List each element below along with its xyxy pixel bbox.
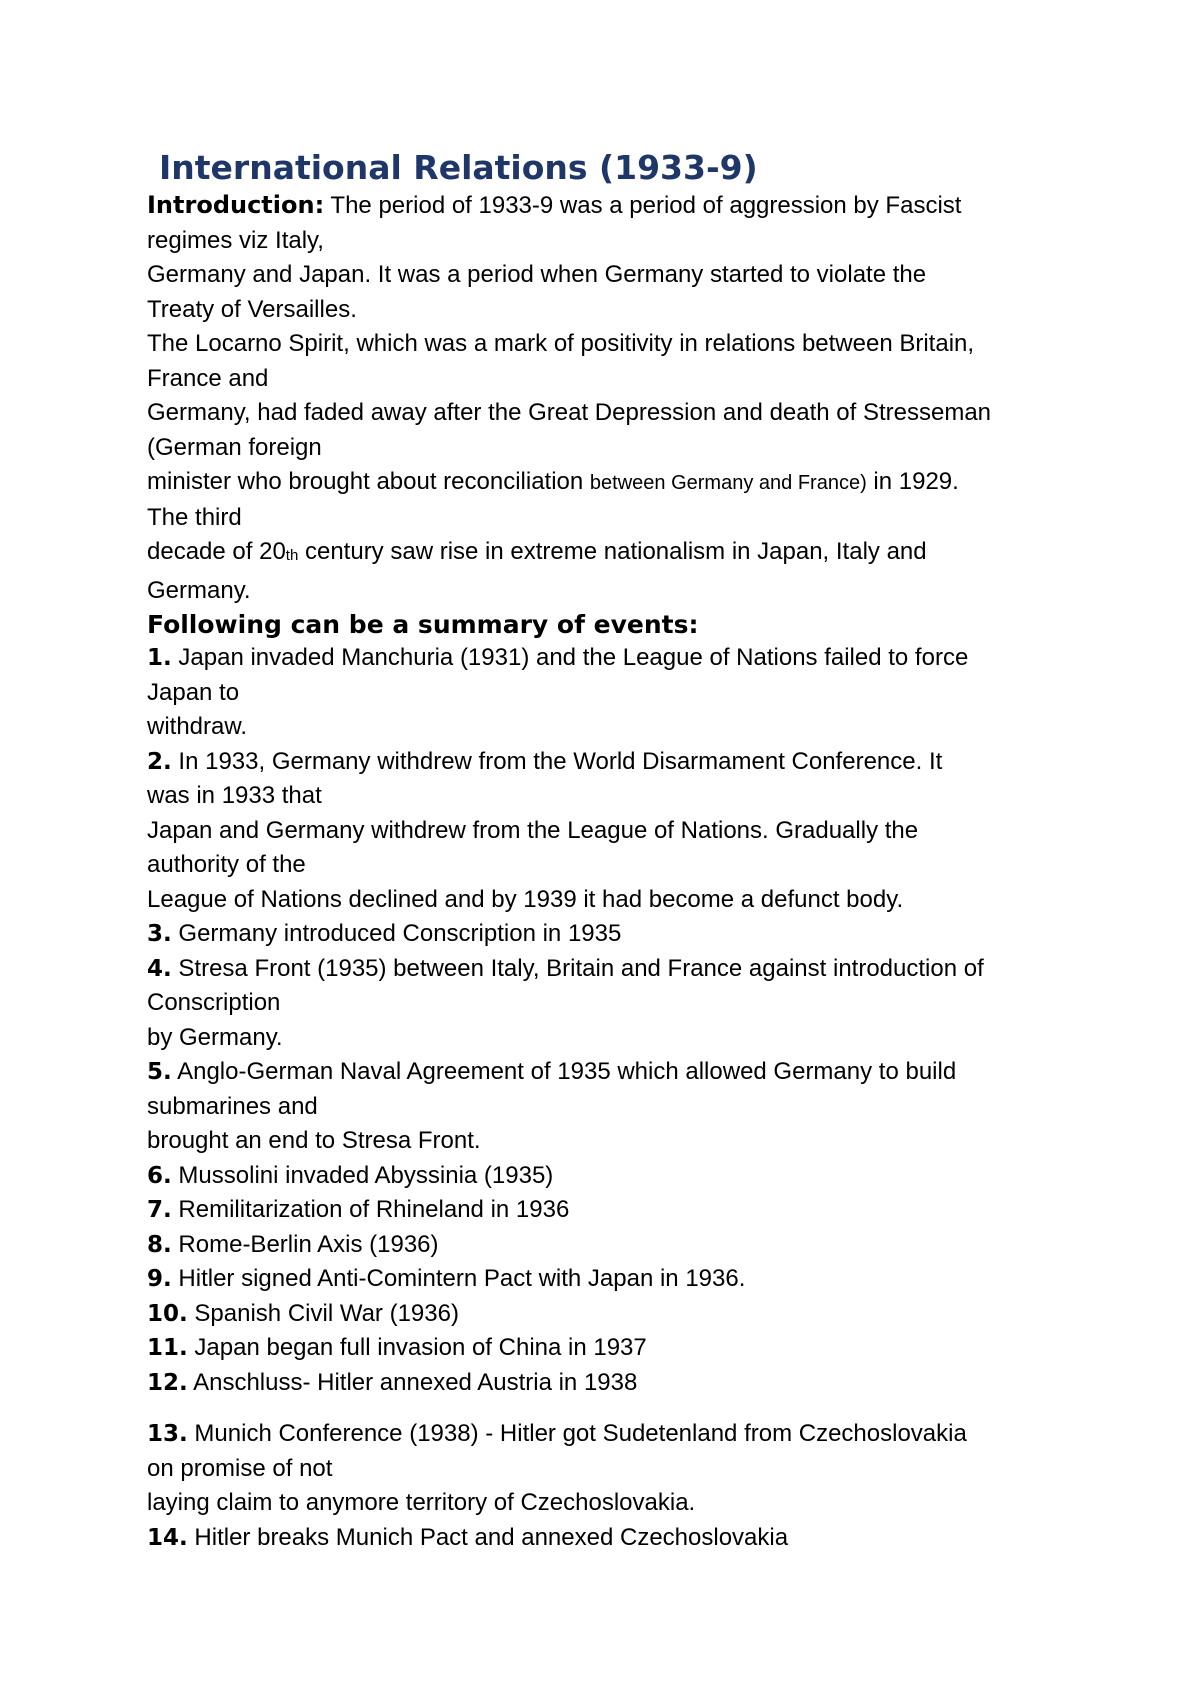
event-text: Anschluss- Hitler annexed Austria in 1938 <box>187 1368 638 1396</box>
event-line <box>147 917 1087 952</box>
intro-line: The Locarno Spirit, which was a mark of positivity in relations between Britain, <box>147 330 975 357</box>
intro-line: regimes viz Italy, <box>147 226 324 254</box>
event-item <box>147 1262 1087 1297</box>
event-item <box>147 1055 1087 1159</box>
event-text: Mussolini invaded Abyssinia (1935) <box>171 1161 554 1189</box>
event-line: brought an end to Stresa Front. <box>147 1127 481 1154</box>
event-text: Stresa Front (1935) between Italy, Britain and France against introduction of <box>171 954 984 982</box>
event-line: Conscription <box>147 989 281 1016</box>
introduction-section <box>147 188 1087 608</box>
intro-line: (German foreign <box>147 433 322 461</box>
event-item <box>147 1297 1087 1332</box>
event-line <box>147 745 1087 780</box>
event-line <box>147 1331 1087 1366</box>
event-item <box>147 1331 1087 1366</box>
intro-line <box>147 535 1087 574</box>
intro-line: Germany and Japan. It was a period when Germany started to violate the <box>147 261 927 288</box>
event-item <box>147 1193 1087 1228</box>
event-text: Spanish Civil War (1936) <box>187 1299 459 1327</box>
event-line <box>147 952 1087 987</box>
intro-text: The period of 1933-9 was a period of aggression by Fascist <box>324 192 962 219</box>
event-line <box>147 641 1087 676</box>
event-text: Hitler breaks Munich Pact and annexed Czechoslovakia <box>187 1523 789 1551</box>
event-number: 2. <box>147 748 172 775</box>
event-item <box>147 1228 1087 1263</box>
intro-line: The third <box>147 503 242 531</box>
event-number: 1. <box>147 645 172 671</box>
intro-line <box>147 465 1087 501</box>
event-line <box>147 1521 1087 1556</box>
event-number: 10. <box>147 1300 188 1327</box>
event-line: was in 1933 that <box>147 782 322 809</box>
event-line <box>147 1228 1087 1263</box>
document-body <box>147 148 1087 1555</box>
ordinal-suffix: th <box>285 547 299 564</box>
event-line: by Germany. <box>147 1023 283 1051</box>
event-number: 8. <box>147 1231 172 1258</box>
event-line: on promise of not <box>147 1454 333 1482</box>
intro-text: minister who brought about reconciliation <box>147 468 590 495</box>
event-item <box>147 641 1087 745</box>
intro-small-text: between Germany and France) <box>589 472 867 494</box>
events-list <box>147 641 1087 1555</box>
paragraph-spacer <box>147 1400 1087 1417</box>
summary-heading: Following can be a summary of events: <box>147 610 699 639</box>
event-number: 6. <box>147 1162 172 1189</box>
event-text: Rome-Berlin Axis (1936) <box>171 1230 439 1258</box>
event-number: 13. <box>147 1421 188 1447</box>
event-number: 9. <box>147 1266 172 1292</box>
event-text: In 1933, Germany withdrew from the World Disarmament Conference. It <box>171 747 943 775</box>
event-line: authority of the <box>147 851 306 878</box>
event-item <box>147 917 1087 952</box>
event-text: Japan began full invasion of China in 1937 <box>187 1334 647 1361</box>
event-line <box>147 1417 1087 1452</box>
intro-line: Germany, had faded away after the Great Depression and death of Stresseman <box>147 399 992 426</box>
event-item <box>147 1159 1087 1194</box>
event-item <box>147 745 1087 918</box>
event-line <box>147 1055 1087 1090</box>
event-line <box>147 1262 1087 1297</box>
intro-text: in 1929. <box>866 468 959 495</box>
intro-line: France and <box>147 364 269 392</box>
event-line: League of Nations declined and by 1939 it had become a defunct body. <box>147 885 904 913</box>
event-number: 12. <box>147 1369 188 1396</box>
event-line: laying claim to anymore territory of Czechoslovakia. <box>147 1489 696 1516</box>
event-number: 3. <box>147 921 172 947</box>
event-item <box>147 1417 1087 1521</box>
event-line <box>147 1193 1087 1228</box>
event-item <box>147 1366 1087 1401</box>
event-text: Anglo-German Naval Agreement of 1935 which allowed Germany to build <box>171 1058 957 1085</box>
event-text: Hitler signed Anti-Comintern Pact with Japan in 1936. <box>171 1265 746 1292</box>
intro-line <box>147 188 1087 224</box>
intro-text: decade of 20 <box>147 538 286 565</box>
event-text: Germany introduced Conscription in 1935 <box>171 920 622 947</box>
event-number: 4. <box>147 955 172 982</box>
event-line: withdraw. <box>147 713 248 740</box>
event-number: 5. <box>147 1059 172 1085</box>
event-number: 11. <box>147 1335 188 1361</box>
event-number: 14. <box>147 1524 188 1551</box>
event-line <box>147 1159 1087 1194</box>
event-item <box>147 952 1087 1056</box>
document-title: International Relations (1933-9) <box>159 148 758 187</box>
event-line: Japan and Germany withdrew from the League of Nations. Gradually the <box>147 816 919 844</box>
event-line: submarines and <box>147 1092 318 1120</box>
intro-lead: Introduction: <box>147 191 325 219</box>
event-item <box>147 1521 1087 1556</box>
intro-line: Treaty of Versailles. <box>147 295 357 323</box>
event-number: 7. <box>147 1197 172 1223</box>
event-text: Japan invaded Manchuria (1931) and the League of Nations failed to force <box>171 644 969 671</box>
event-text: Remilitarization of Rhineland in 1936 <box>171 1196 570 1223</box>
event-text: Munich Conference (1938) - Hitler got Sudetenland from Czechoslovakia <box>187 1420 967 1447</box>
event-line <box>147 1366 1087 1401</box>
event-line: Japan to <box>147 678 240 706</box>
intro-text: century saw rise in extreme nationalism in Japan, Italy and <box>298 538 927 565</box>
event-line <box>147 1297 1087 1332</box>
intro-line: Germany. <box>147 576 251 604</box>
